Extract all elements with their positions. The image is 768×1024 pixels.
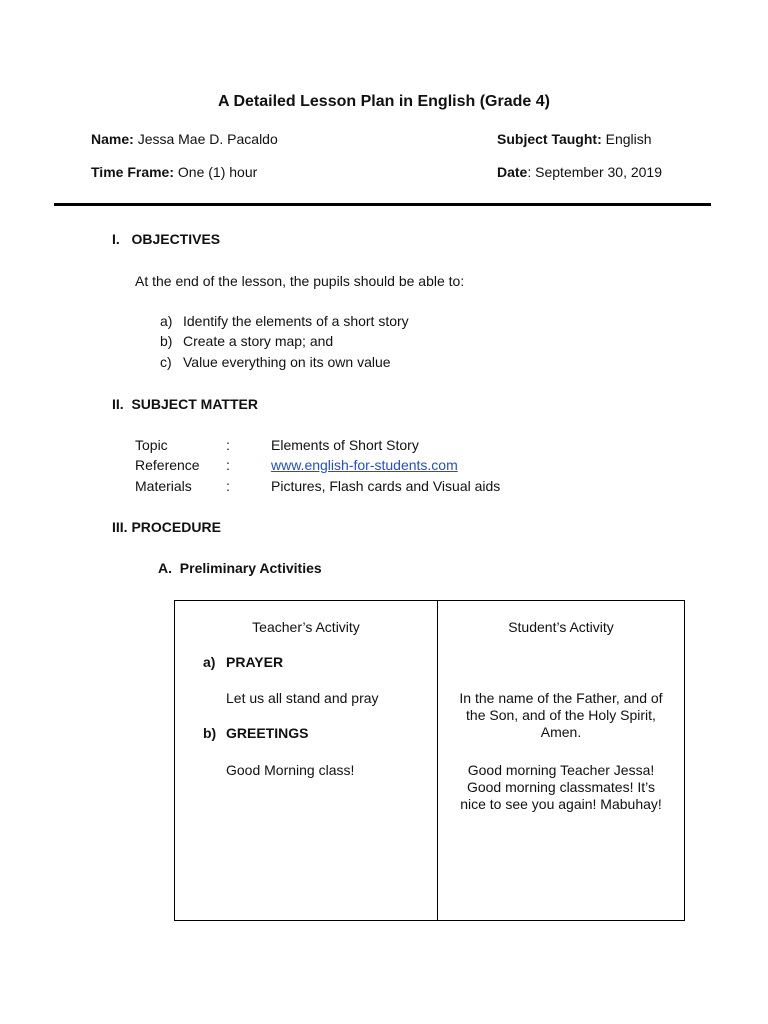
date-label: Date xyxy=(497,164,528,180)
prayer-student-line: Amen. xyxy=(540,724,582,740)
preliminary-activities-heading: A. Preliminary Activities xyxy=(158,560,322,576)
objective-marker: b) xyxy=(160,333,173,349)
greetings-student-line: Good morning Teacher Jessa! xyxy=(467,762,655,778)
greetings-teacher-text: Good Morning class! xyxy=(226,762,355,778)
objectives-heading: I. OBJECTIVES xyxy=(112,231,221,247)
objective-marker: c) xyxy=(160,354,172,370)
prayer-heading xyxy=(203,654,283,670)
timeframe-label: Time Frame: xyxy=(91,164,174,180)
materials-value: Pictures, Flash cards and Visual aids xyxy=(271,478,501,494)
objective-item xyxy=(160,333,333,349)
objective-marker: a) xyxy=(160,313,173,329)
topic-label: Topic xyxy=(135,437,168,453)
materials-label: Materials xyxy=(135,478,192,494)
reference-label: Reference xyxy=(135,457,200,473)
objectives-intro: At the end of the lesson, the pupils should be able to: xyxy=(135,273,465,289)
reference-colon: : xyxy=(226,457,230,473)
name-value: Jessa Mae D. Pacaldo xyxy=(137,131,278,147)
objective-item xyxy=(160,354,391,370)
student-activity-header: Student’s Activity xyxy=(508,619,614,635)
greetings-marker: b) xyxy=(203,725,217,741)
greetings-label: GREETINGS xyxy=(226,725,309,741)
topic-colon: : xyxy=(226,437,230,453)
procedure-heading: III. PROCEDURE xyxy=(112,519,221,535)
prayer-student-line: In the name of the Father, and of xyxy=(459,690,663,706)
name-field xyxy=(91,131,278,147)
prayer-label: PRAYER xyxy=(226,654,284,670)
teacher-activity-header: Teacher’s Activity xyxy=(252,619,360,635)
objective-text: Create a story map; and xyxy=(183,333,334,349)
date-value: : September 30, 2019 xyxy=(527,164,663,180)
prayer-teacher-text: Let us all stand and pray xyxy=(226,690,379,706)
greetings-student-text xyxy=(438,762,684,813)
prayer-student-text xyxy=(438,690,684,741)
subject-field xyxy=(497,131,652,147)
timeframe-value: One (1) hour xyxy=(177,164,258,180)
subject-matter-heading: II. SUBJECT MATTER xyxy=(112,396,258,412)
prayer-marker: a) xyxy=(203,654,216,670)
prayer-student-line: the Son, and of the Holy Spirit, xyxy=(466,707,656,723)
table-column-divider xyxy=(437,600,438,921)
objective-text: Value everything on its own value xyxy=(183,354,391,370)
document-title: A Detailed Lesson Plan in English (Grade 4) xyxy=(218,93,550,110)
objective-text: Identify the elements of a short story xyxy=(183,313,409,329)
topic-value: Elements of Short Story xyxy=(271,437,419,453)
objective-item xyxy=(160,313,409,329)
materials-colon: : xyxy=(226,478,230,494)
greetings-heading xyxy=(203,725,308,741)
subject-label: Subject Taught: xyxy=(497,131,602,147)
activities-table xyxy=(174,600,685,921)
date-field xyxy=(497,164,662,180)
header-divider xyxy=(54,203,711,206)
greetings-student-line: Good morning classmates! It’s xyxy=(466,779,656,795)
subject-value: English xyxy=(605,131,652,147)
greetings-student-line: nice to see you again! Mabuhay! xyxy=(460,796,662,812)
reference-link[interactable]: www.english-for-students.com xyxy=(271,457,458,473)
timeframe-field xyxy=(91,164,257,180)
name-label: Name: xyxy=(91,131,134,147)
